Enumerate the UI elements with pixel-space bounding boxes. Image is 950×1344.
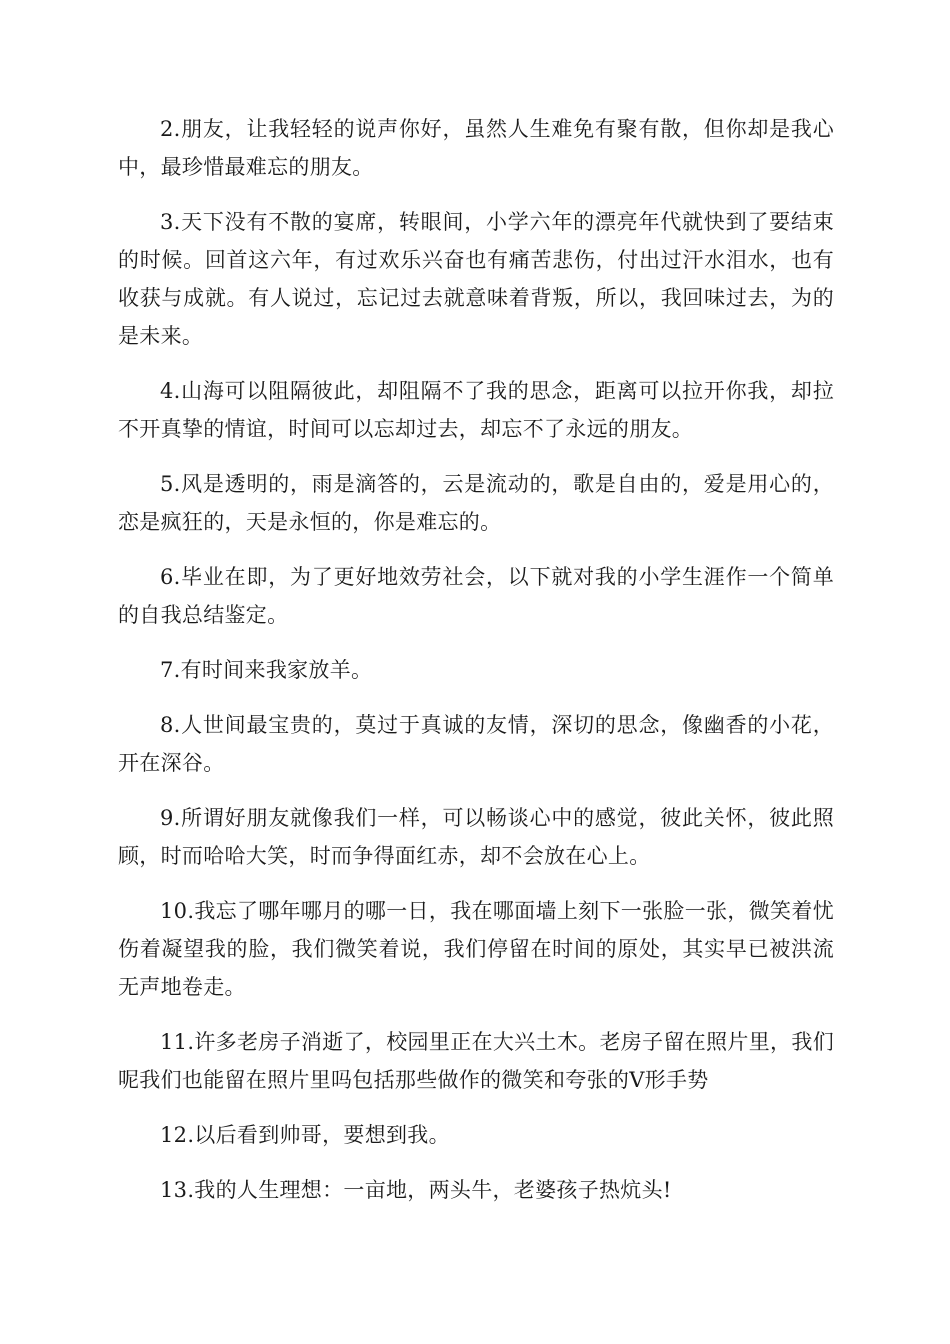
paragraph-12: 12.以后看到帅哥，要想到我。 <box>160 1123 450 1147</box>
paragraph-5: 5.风是透明的，雨是滴答的，云是流动的，歌是自由的，爱是用心的，恋是疯狂的，天是永恒的，你是难忘的。 <box>118 472 834 534</box>
paragraph-7: 7.有时间来我家放羊。 <box>160 658 373 682</box>
paragraph-6: 6.毕业在即，为了更好地效劳社会，以下就对我的小学生涯作一个简单的自我总结鉴定。 <box>118 565 834 627</box>
paragraph-3: 3.天下没有不散的宴席，转眼间，小学六年的漂亮年代就快到了要结束的时候。回首这六年，有过欢乐兴奋也有痛苦悲伤，付出过汗水泪水，也有收获与成就。有人说过，忘记过去就意味着背叛，所以，我回味过去，为的是未来。 <box>118 210 834 348</box>
paragraph-13: 13.我的人生理想：一亩地，两头牛，老婆孩子热炕头! <box>160 1178 672 1202</box>
paragraph-10: 10.我忘了哪年哪月的哪一日，我在哪面墙上刻下一张脸一张，微笑着忧伤着凝望我的脸，我们微笑着说，我们停留在时间的原处，其实早已被洪流无声地卷走。 <box>118 899 834 999</box>
paragraph-2: 2.朋友，让我轻轻的说声你好，虽然人生难免有聚有散，但你却是我心中，最珍惜最难忘的朋友。 <box>118 117 834 179</box>
paragraph-8: 8.人世间最宝贵的，莫过于真诚的友情，深切的思念，像幽香的小花，开在深谷。 <box>118 713 834 775</box>
document-body <box>118 110 834 1226</box>
paragraph-4: 4.山海可以阻隔彼此，却阻隔不了我的思念，距离可以拉开你我，却拉不开真挚的情谊，时间可以忘却过去，却忘不了永远的朋友。 <box>118 379 834 441</box>
paragraph-9: 9.所谓好朋友就像我们一样，可以畅谈心中的感觉，彼此关怀，彼此照顾，时而哈哈大笑，时而争得面红赤，却不会放在心上。 <box>118 806 834 868</box>
paragraph-11: 11.许多老房子消逝了，校园里正在大兴土木。老房子留在照片里，我们呢我们也能留在照片里吗包括那些做作的微笑和夸张的V形手势 <box>118 1030 834 1092</box>
